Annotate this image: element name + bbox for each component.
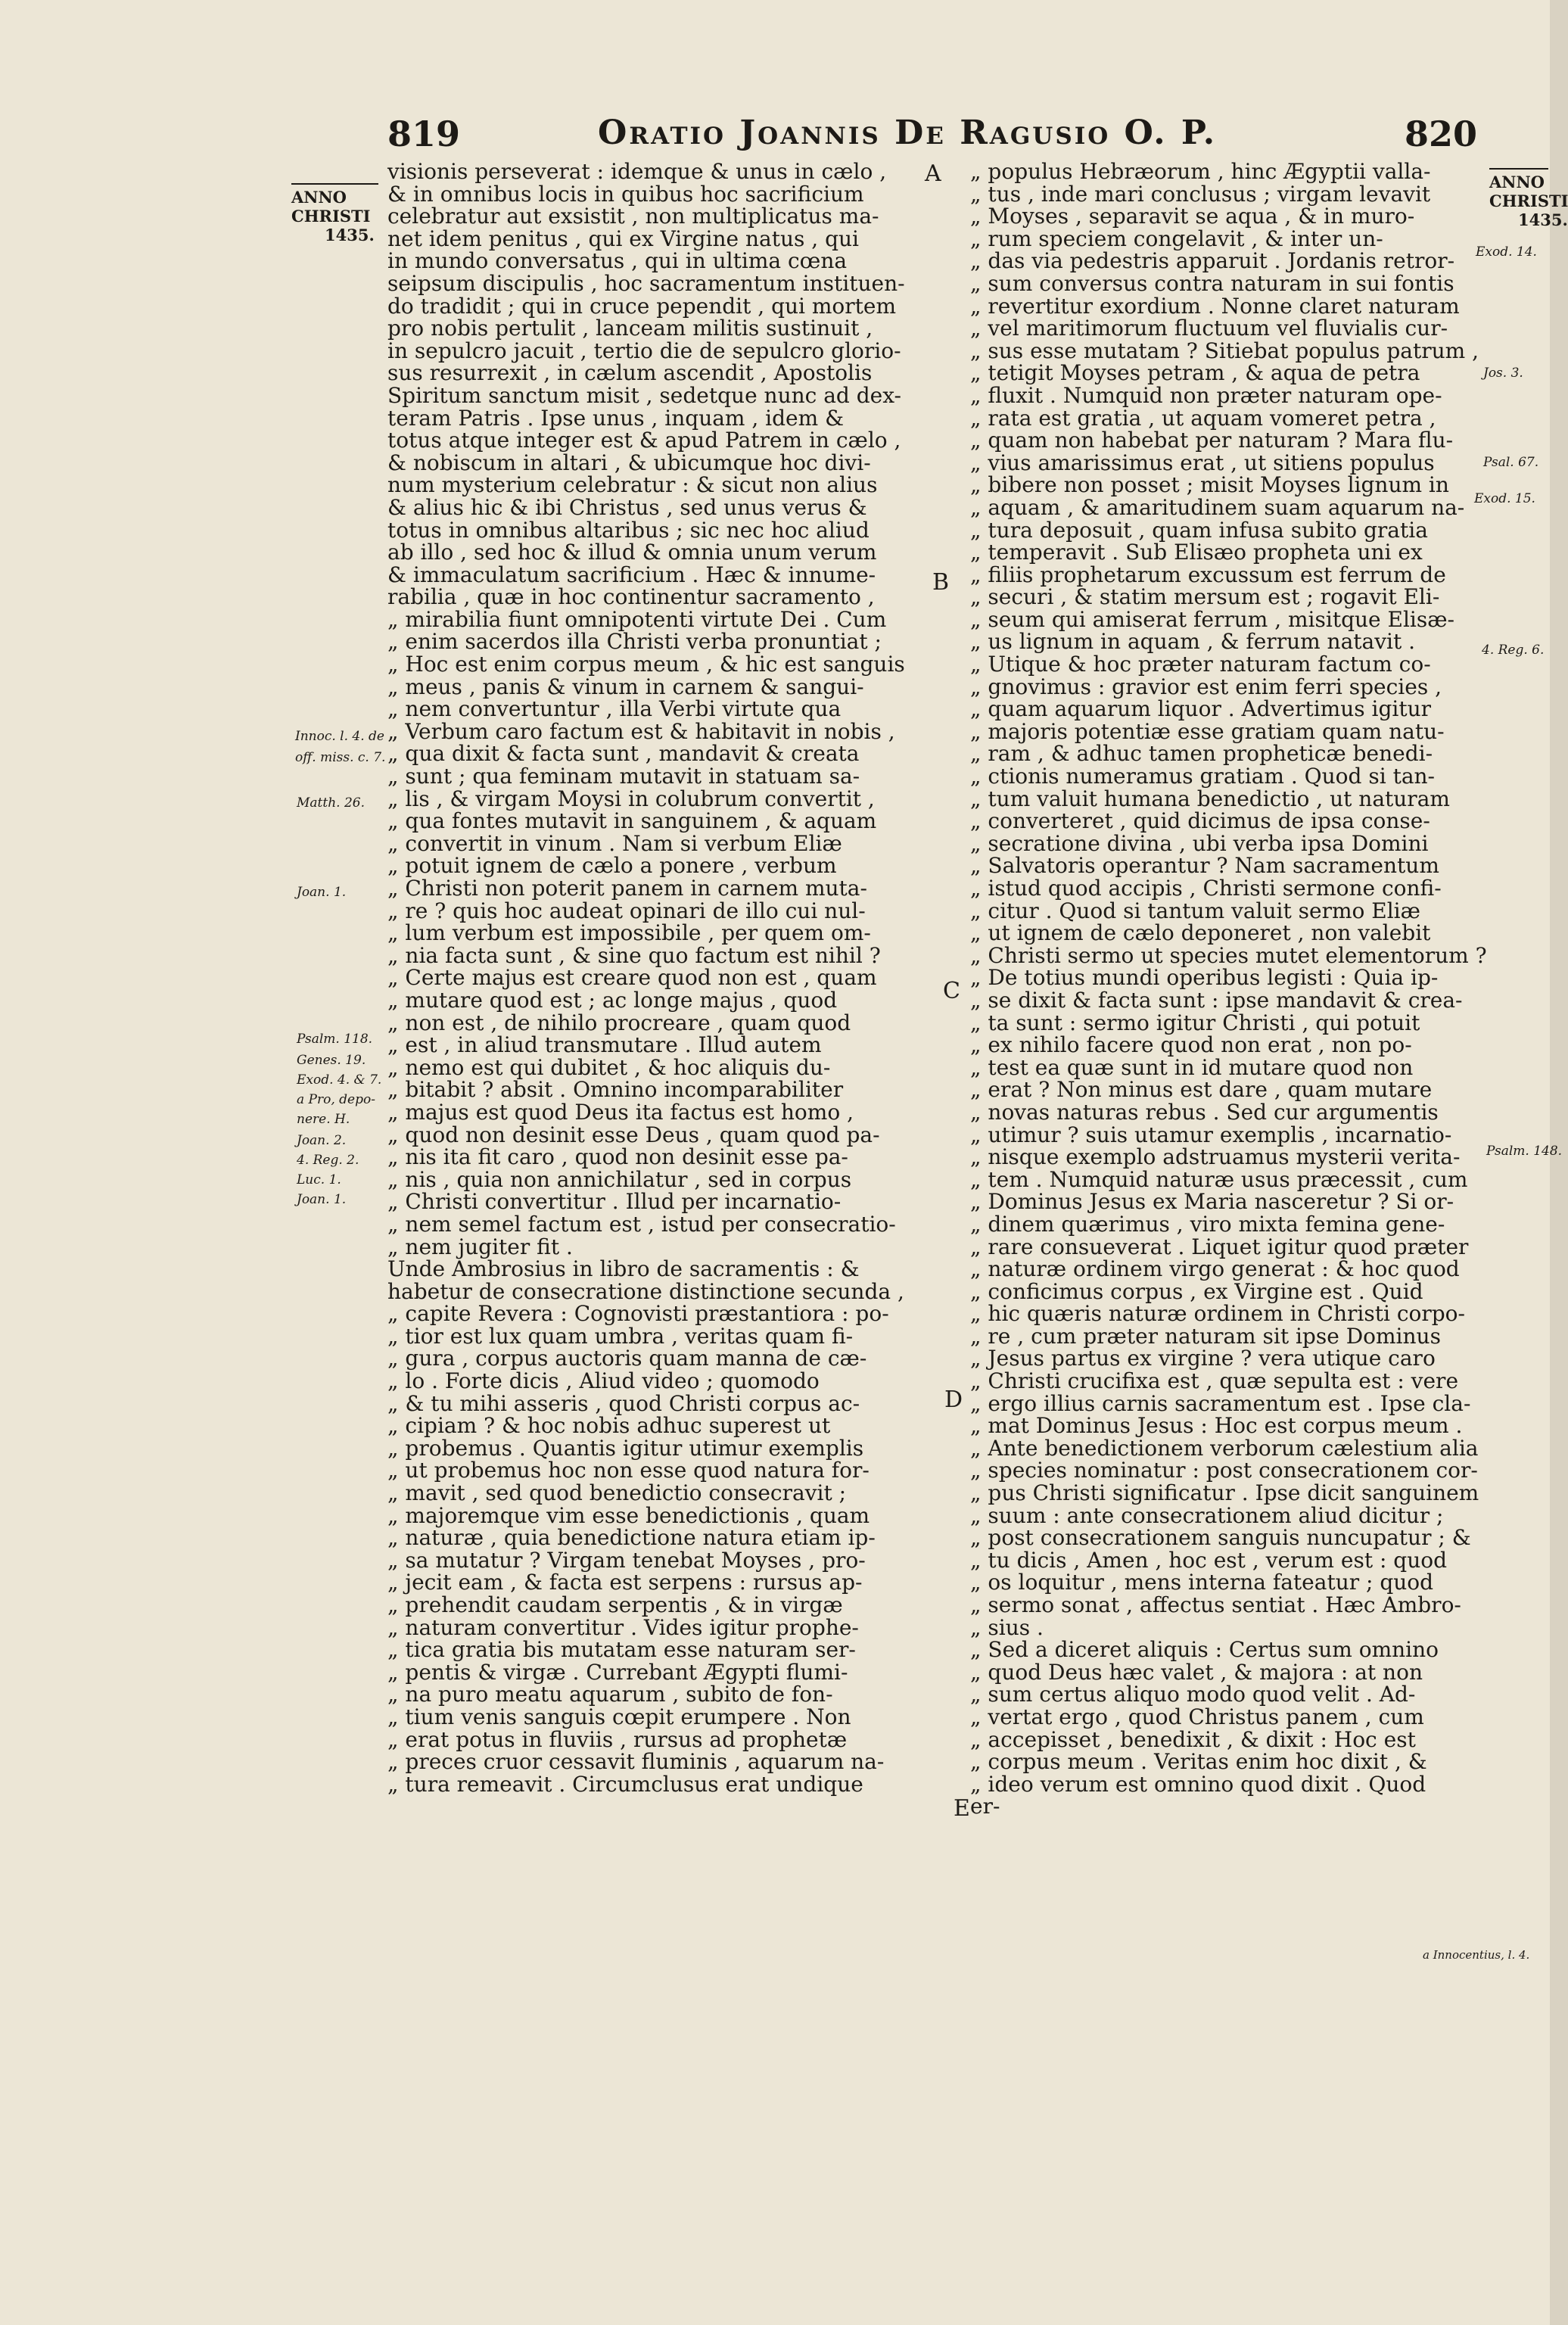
text-line: „ revertitur exordium . Nonne claret naturam — [970, 295, 1485, 318]
text-line: „ seum qui amiserat ferrum , misitque Elisæ- — [970, 608, 1485, 631]
text-line: „ nisque exemplo adstruamus mysterii verita- — [970, 1146, 1485, 1169]
margin-note: Genes. 19. — [297, 1053, 366, 1068]
text-line: „ novas naturas rebus . Sed cur argumentis — [970, 1101, 1485, 1124]
text-line: Unde Ambrosius in libro de sacramentis : & — [387, 1256, 860, 1282]
text-line: „ sermo sonat , affectus sentiat . Hæc Ambro- — [970, 1594, 1485, 1617]
text-line: & alius hic & ibi Christus , sed unus verus & — [387, 494, 867, 520]
text-line: „ filiis prophetarum excussum est ferrum de — [970, 564, 1485, 587]
text-line: „ Christi crucifixa est , quæ sepulta est : vere — [970, 1370, 1485, 1393]
text-line: „ convertit in vinum . Nam si verbum Eliæ — [387, 833, 947, 855]
text-line: „ sius . — [970, 1617, 1485, 1639]
margin-note: Jos. 3. — [1483, 366, 1523, 381]
text-line: „ quod Deus hæc valet , & majora : at non — [970, 1661, 1485, 1684]
margin-note: 4. Reg. 6. — [1482, 643, 1545, 658]
text-line: „ re ? quis hoc audeat opinari de illo cui nul- — [387, 900, 947, 923]
text-line: „ rare consueverat . Liquet igitur quod præter — [970, 1236, 1485, 1259]
text-line: „ naturæ ordinem virgo generat : & hoc quod — [970, 1258, 1485, 1281]
text-line: „ tura remeavit . Circumclusus erat undique — [387, 1773, 947, 1796]
text-line: „ nis ita fit caro , quod non desinit esse pa- — [387, 1146, 947, 1169]
margin-note: a Innocentius, l. 4. — [1423, 1948, 1530, 1962]
text-line: „ jecit eam , & facta est serpens : rursus ap- — [387, 1571, 947, 1594]
text-line: & in omnibus locis in quibus hoc sacrificium — [387, 181, 864, 207]
text-line: „ tura deposuit , quam infusa subito gratia — [970, 519, 1485, 542]
text-line: „ majoremque vim esse benedictionis , quam — [387, 1505, 947, 1527]
year-rule — [1489, 168, 1548, 170]
year-value: 1435. — [1518, 210, 1568, 229]
year-word: CHRISTI — [1489, 191, 1568, 210]
text-line: „ tium venis sanguis cœpit erumpere . Non — [387, 1706, 947, 1729]
text-line: do tradidit ; qui in cruce pependit , qui mortem — [387, 293, 897, 319]
text-line: „ tica gratia bis mutatam esse naturam ser- — [387, 1639, 947, 1661]
text-line: „ erat potus in fluviis , rursus ad prophetæ — [387, 1729, 947, 1751]
margin-note: Joan. 1. — [297, 885, 347, 900]
text-line: celebratur aut exsistit , non multiplicatus ma- — [387, 204, 879, 229]
year-word: CHRISTI — [291, 207, 371, 226]
text-line: „ probemus . Quantis igitur utimur exemplis — [387, 1437, 947, 1460]
text-line: „ vius amarissimus erat , ut sitiens populus — [970, 452, 1485, 475]
text-line: „ sunt ; qua feminam mutavit in statuam sa- — [387, 765, 947, 788]
margin-note: Psalm. 148. — [1486, 1144, 1563, 1159]
text-line: „ ram , & adhuc tamen propheticæ benedi- — [970, 742, 1485, 765]
year-marker-left — [291, 188, 375, 244]
text-line: num mysterium celebratur : & sicut non alius — [387, 472, 878, 498]
running-title: Oratio Joannis De Ragusio O. P. — [598, 114, 1218, 152]
text-line: „ vel maritimorum fluctuum vel fluvialis cur- — [970, 317, 1485, 340]
text-line: er- — [970, 1794, 1000, 1819]
text-line: „ us lignum in aquam , & ferrum natavit . — [970, 630, 1485, 653]
margin-note: Innoc. l. 4. de — [295, 729, 384, 744]
text-line: „ majus est quod Deus ita factus est homo , — [387, 1101, 947, 1124]
text-line: „ na puro meatu aquarum , subito de fon- — [387, 1683, 947, 1706]
margin-note: Psalm. 118. — [297, 1032, 373, 1047]
text-line: „ De totius mundi operibus legisti : Quia ip- — [970, 966, 1485, 989]
text-line: „ re , cum præter naturam sit ipse Dominus — [970, 1325, 1485, 1348]
text-line: „ nis , quia non annichilatur , sed in corpus — [387, 1169, 947, 1191]
text-line: „ mutare quod est ; ac longe majus , quod — [387, 989, 947, 1012]
text-line: „ tus , inde mari conclusus ; virgam levavit — [970, 183, 1485, 206]
text-line: „ bitabit ? absit . Omnino incomparabiliter — [387, 1078, 947, 1101]
margin-note: nere. H. — [297, 1112, 350, 1127]
text-line: in mundo conversatus , qui in ultima cœna — [387, 248, 848, 274]
text-line: „ citur . Quod si tantum valuit sermo Eliæ — [970, 900, 1485, 923]
text-line: „ capite Revera : Cognovisti præstantiora : po- — [387, 1303, 947, 1325]
text-line: „ mirabilia fiunt omnipotenti virtute Dei . Cum — [387, 608, 947, 631]
text-line: „ rata est gratia , ut aquam vomeret petra , — [970, 407, 1485, 430]
margin-note: Luc. 1. — [297, 1172, 341, 1187]
text-line: „ Salvatoris operantur ? Nam sacramentum — [970, 854, 1485, 877]
text-line: „ Verbum caro factum est & habitavit in nobis , — [387, 721, 947, 743]
text-line: pro nobis pertulit , lanceam militis sustinuit , — [387, 316, 873, 341]
text-line: „ non est , de nihilo procreare , quam quod — [387, 1012, 947, 1035]
text-line: „ species nominatur : post consecrationem cor- — [970, 1459, 1485, 1482]
text-line: „ post consecrationem sanguis nuncupatur ; & — [970, 1527, 1485, 1549]
text-line: „ sum certus aliquo modo quod velit . Ad- — [970, 1683, 1485, 1706]
text-line: „ gnovimus : gravior est enim ferri species , — [970, 676, 1485, 699]
text-line: „ fluxit . Numquid non præter naturam ope- — [970, 384, 1485, 407]
margin-note: Exod. 15. — [1474, 491, 1535, 506]
text-line: rabilia , quæ in hoc continentur sacramento , — [387, 584, 875, 610]
margin-note: Psal. 67. — [1483, 455, 1539, 470]
text-line: „ corpus meum . Veritas enim hoc dixit , & — [970, 1751, 1485, 1773]
text-line: „ Christi non poterit panem in carnem muta- — [387, 877, 947, 900]
year-rule — [291, 183, 378, 185]
text-line: & nobiscum in altari , & ubicumque hoc divi- — [387, 450, 871, 475]
text-line: „ securi , & statim mersum est ; rogavit Eli- — [970, 586, 1485, 608]
text-line: „ sus esse mutatam ? Sitiebat populus patrum , — [970, 340, 1485, 363]
text-line: „ ctionis numeramus gratiam . Quod si tan- — [970, 765, 1485, 788]
text-line: „ suum : ante consecrationem aliud dicitur ; — [970, 1505, 1485, 1527]
text-line: habetur de consecratione distinctione secunda , — [387, 1278, 904, 1304]
section-letter: A — [925, 160, 941, 187]
year-value: 1435. — [325, 226, 375, 244]
text-line: „ Ante benedictionem verborum cælestium alia — [970, 1437, 1485, 1460]
text-line: „ Christi convertitur . Illud per incarnatio- — [387, 1191, 947, 1213]
section-letter: B — [932, 569, 950, 596]
text-line: „ ideo verum est omnino quod dixit . Quod — [970, 1773, 1485, 1796]
text-line: „ pus Christi significatur . Ipse dicit sanguinem — [970, 1482, 1485, 1505]
text-line: „ das via pedestris apparuit . Jordanis retror- — [970, 250, 1485, 272]
text-line: „ Moyses , separavit se aqua , & in muro- — [970, 205, 1485, 228]
page-number-left: 819 — [387, 114, 461, 154]
left-text-column — [387, 159, 950, 1797]
text-line: „ nem convertuntur , illa Verbi virtute qua — [387, 698, 947, 721]
text-line: „ prehendit caudam serpentis , & in virgæ — [387, 1594, 947, 1617]
text-line: „ Utique & hoc præter naturam factum co- — [970, 653, 1485, 676]
text-line: ab illo , sed hoc & illud & omnia unum verum — [387, 540, 877, 565]
year-word: ANNO — [291, 188, 347, 207]
text-line: „ nemo est qui dubitet , & hoc aliquis du- — [387, 1057, 947, 1079]
text-line: „ tetigit Moyses petram , & aqua de petra — [970, 362, 1485, 384]
text-line: „ est , in aliud transmutare . Illud autem — [387, 1034, 947, 1057]
text-line: „ cipiam ? & hoc nobis adhuc superest ut — [387, 1415, 947, 1437]
text-line: „ hic quæris naturæ ordinem in Christi corpo- — [970, 1303, 1485, 1325]
text-line: net idem penitus , qui ex Virgine natus , qui — [387, 226, 860, 251]
text-line: „ pentis & virgæ . Currebant Ægypti flumi- — [387, 1661, 947, 1684]
text-line: „ tum valuit humana benedictio , ut naturam — [970, 788, 1485, 811]
text-line: seipsum discipulis , hoc sacramentum instituen- — [387, 270, 905, 296]
text-line: „ quod non desinit esse Deus , quam quod pa- — [387, 1124, 947, 1147]
text-line: „ lo . Forte dicis , Aliud video ; quomodo — [387, 1370, 947, 1393]
text-line: totus in omnibus altaribus ; sic nec hoc aliud — [387, 517, 870, 543]
text-line: „ populus Hebræorum , hinc Ægyptii valla- — [970, 160, 1485, 183]
text-line: „ os loquitur , mens interna fateatur ; quod — [970, 1571, 1485, 1594]
right-text-column — [970, 160, 1485, 1818]
text-line: „ Certe majus est creare quod non est , quam — [387, 966, 947, 989]
text-line: „ qua fontes mutavit in sanguinem , & aquam — [387, 810, 947, 833]
text-line: „ secratione divina , ubi verba ipsa Domini — [970, 833, 1485, 855]
text-line: „ accepisset , benedixit , & dixit : Hoc est — [970, 1729, 1485, 1751]
text-line: „ conficimus corpus , ex Virgine est . Quid — [970, 1281, 1485, 1303]
text-line: „ naturam convertitur . Vides igitur prophe- — [387, 1617, 947, 1639]
text-line: „ Jesus partus ex virgine ? vera utique caro — [970, 1347, 1485, 1370]
text-line: „ quam aquarum liquor . Advertimus igitur — [970, 698, 1485, 721]
text-line: „ lis , & virgam Moysi in colubrum convertit , — [387, 788, 947, 811]
text-line: „ vertat ergo , quod Christus panem , cum — [970, 1706, 1485, 1729]
text-line: „ sum conversus contra naturam in sui fontis — [970, 272, 1485, 295]
text-line: „ mavit , sed quod benedictio consecravit ; — [387, 1482, 947, 1505]
text-line: „ nem semel factum est , istud per consecratio- — [387, 1213, 947, 1236]
text-line: teram Patris . Ipse unus , inquam , idem & — [387, 405, 844, 431]
text-line: sus resurrexit , in cælum ascendit , Apostolis — [387, 360, 873, 386]
text-line: „ Sed a diceret aliquis : Certus sum omnino — [970, 1639, 1485, 1661]
year-word: ANNO — [1489, 173, 1545, 191]
text-line: „ istud quod accipis , Christi sermone confi- — [970, 877, 1485, 900]
text-line: „ quam non habebat per naturam ? Mara flu- — [970, 429, 1485, 452]
text-line: „ naturæ , quia benedictione natura etiam ip- — [387, 1527, 947, 1549]
margin-note: Joan. 1. — [297, 1192, 347, 1207]
text-line: „ ut probemus hoc non esse quod natura for- — [387, 1459, 947, 1482]
text-line: „ ut ignem de cælo deponeret , non valebit — [970, 922, 1485, 945]
text-line: „ meus , panis & vinum in carnem & sangui- — [387, 676, 947, 699]
text-line: „ utimur ? suis utamur exemplis , incarnatio- — [970, 1124, 1485, 1147]
text-line: „ rum speciem congelavit , & inter un- — [970, 228, 1485, 251]
text-line: „ preces cruor cessavit fluminis , aquarum na- — [387, 1751, 947, 1773]
margin-note: 4. Reg. 2. — [297, 1153, 359, 1168]
text-line: „ ex nihilo facere quod non erat , non po- — [970, 1034, 1485, 1057]
text-line: „ potuit ignem de cælo a ponere , verbum — [387, 854, 947, 877]
text-line: „ Hoc est enim corpus meum , & hic est sanguis — [387, 653, 947, 676]
text-line: „ Christi sermo ut species mutet elementorum ? — [970, 945, 1485, 967]
section-letter: D — [944, 1387, 963, 1413]
text-line: „ enim sacerdos illa Christi verba pronuntiat ; — [387, 630, 947, 653]
text-line: „ ergo illius carnis sacramentum est . Ipse cla- — [970, 1393, 1485, 1415]
text-line: „ nia facta sunt , & sine quo factum est nihil ? — [387, 945, 947, 967]
margin-note: Exod. 4. & 7. — [297, 1072, 382, 1088]
text-line: in sepulcro jacuit , tertio die de sepulcro glorio- — [387, 338, 901, 363]
text-line: „ qua dixit & facta sunt , mandavit & creata — [387, 742, 947, 765]
text-line: & immaculatum sacrificium . Hæc & innume- — [387, 562, 876, 587]
text-line: „ nem jugiter fit . — [387, 1236, 947, 1259]
text-line: „ gura , corpus auctoris quam manna de cæ- — [387, 1347, 947, 1370]
page-number-right: 820 — [1405, 114, 1478, 154]
text-line: „ ta sunt : sermo igitur Christi , qui potuit — [970, 1012, 1485, 1035]
text-line: „ & tu mihi asseris , quod Christi corpus ac- — [387, 1393, 947, 1415]
text-line: „ se dixit & facta sunt : ipse mandavit & crea- — [970, 989, 1485, 1012]
text-line: „ temperavit . Sub Elisæo propheta uni ex — [970, 541, 1485, 564]
section-letter: C — [943, 978, 960, 1004]
text-line: „ dinem quærimus , viro mixta femina gene- — [970, 1213, 1485, 1236]
text-line: „ erat ? Non minus est dare , quam mutare — [970, 1078, 1485, 1101]
text-line: „ mat Dominus Jesus : Hoc est corpus meum . — [970, 1415, 1485, 1437]
text-line: „ test ea quæ sunt in id mutare quod non — [970, 1057, 1485, 1079]
text-line: „ majoris potentiæ esse gratiam quam natu- — [970, 721, 1485, 743]
text-line: totus atque integer est & apud Patrem in cælo , — [387, 428, 901, 453]
text-line: „ tem . Numquid naturæ usus præcessit , cum — [970, 1169, 1485, 1191]
text-line: „ converteret , quid dicimus de ipsa conse- — [970, 810, 1485, 833]
margin-note: a Pro, depo- — [297, 1092, 375, 1107]
year-marker-right — [1489, 173, 1568, 229]
text-line: „ aquam , & amaritudinem suam aquarum na- — [970, 496, 1485, 519]
text-line: „ bibere non posset ; misit Moyses lignum in — [970, 474, 1485, 496]
margin-note: off. miss. c. 7. — [295, 750, 386, 765]
margin-note: Exod. 14. — [1476, 244, 1537, 260]
margin-note: Joan. 2. — [297, 1133, 347, 1148]
text-line: visionis perseverat : idemque & unus in cælo , — [387, 159, 887, 184]
text-line: „ tu dicis , Amen , hoc est , verum est : quod — [970, 1549, 1485, 1572]
text-line: Spiritum sanctum misit , sedetque nunc ad dex- — [387, 382, 901, 408]
text-line: „ sa mutatur ? Virgam tenebat Moyses , pro- — [387, 1549, 947, 1572]
section-letter: E — [954, 1795, 970, 1822]
margin-note: Matth. 26. — [297, 795, 365, 811]
text-line: „ Dominus Jesus ex Maria nasceretur ? Si or- — [970, 1191, 1485, 1213]
text-line: „ tior est lux quam umbra , veritas quam fi- — [387, 1325, 947, 1348]
text-line: „ lum verbum est impossibile , per quem om- — [387, 922, 947, 945]
